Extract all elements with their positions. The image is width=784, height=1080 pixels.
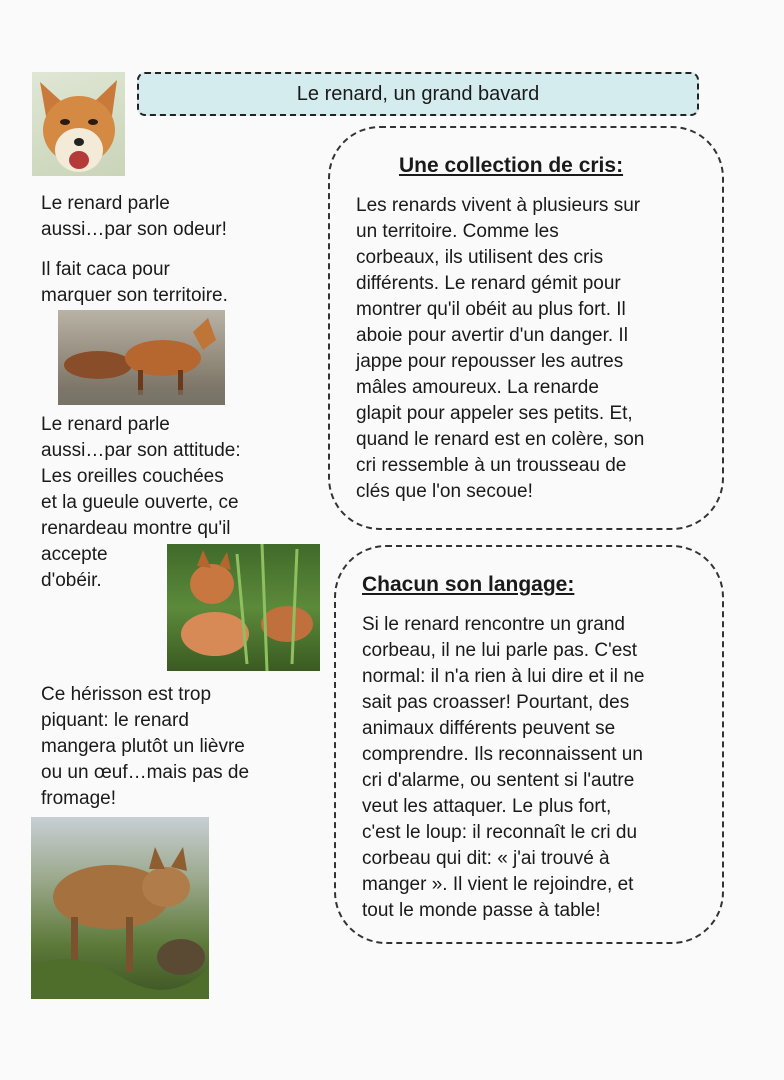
box1-heading: Une collection de cris: — [399, 154, 624, 177]
text-line: aussi…par son odeur! — [41, 219, 227, 240]
text-line: tout le monde passe à table! — [362, 900, 601, 921]
text-line: accepte — [41, 544, 108, 565]
text-line: mangera plutôt un lièvre — [41, 736, 245, 757]
text-line: aussi…par son attitude: — [41, 440, 241, 461]
text-line: Il fait caca pour — [41, 259, 170, 280]
text-line: mâles amoureux. La renarde — [356, 377, 599, 398]
text-line: et la gueule ouverte, ce — [41, 492, 239, 513]
left-paragraph-odeur — [41, 191, 227, 243]
text-line: normal: il n'a rien à lui dire et il ne — [362, 666, 645, 687]
text-line: Les renards vivent à plusieurs sur — [356, 195, 641, 216]
text-line: animaux différents peuvent se — [362, 718, 616, 739]
text-line: piquant: le renard — [41, 710, 189, 731]
text-line: sait pas croasser! Pourtant, des — [362, 692, 630, 713]
text-line: fromage! — [41, 788, 116, 809]
text-line: c'est le loup: il reconnaît le cri du — [362, 822, 638, 843]
text-line: un territoire. Comme les — [356, 221, 559, 242]
text-line: cri ressemble à un trousseau de — [356, 455, 627, 476]
text-line: cri d'alarme, ou sentent si l'autre — [362, 770, 635, 791]
text-line: Le renard parle — [41, 193, 170, 214]
text-line: corbeaux, ils utilisent des cris — [356, 247, 604, 268]
text-line: clés que l'on secoue! — [356, 481, 533, 502]
text-line: veut les attaquer. Le plus fort, — [362, 796, 612, 817]
text-line: jappe pour repousser les autres — [356, 351, 624, 372]
fox-head-photo — [32, 72, 125, 176]
text-line: différents. Le renard gémit pour — [356, 273, 621, 294]
box2-body — [362, 612, 644, 924]
fox-hedgehog-photo — [31, 817, 209, 999]
text-line: d'obéir. — [41, 570, 102, 591]
fox-marking-photo — [58, 310, 225, 405]
fox-cubs-photo — [167, 544, 320, 671]
text-line: Si le renard rencontre un grand — [362, 614, 625, 635]
left-paragraph-territoire — [41, 257, 228, 309]
left-paragraph-herisson — [41, 682, 249, 812]
text-line: comprendre. Ils reconnaissent un — [362, 744, 643, 765]
text-line: montrer qu'il obéit au plus fort. Il — [356, 299, 626, 320]
text-line: corbeau, il ne lui parle pas. C'est — [362, 640, 638, 661]
box1-body — [356, 193, 644, 505]
text-line: renardeau montre qu'il — [41, 518, 231, 539]
text-line: corbeau qui dit: « j'ai trouvé à — [362, 848, 610, 869]
text-line: marquer son territoire. — [41, 285, 228, 306]
text-line: Les oreilles couchées — [41, 466, 224, 487]
text-line: glapit pour appeler ses petits. Et, — [356, 403, 633, 424]
page-title: Le renard, un grand bavard — [296, 82, 540, 105]
text-line: quand le renard est en colère, son — [356, 429, 645, 450]
box2-heading: Chacun son langage: — [362, 573, 575, 596]
text-line: ou un œuf…mais pas de — [41, 762, 250, 783]
text-line: manger ». Il vient le rejoindre, et — [362, 874, 634, 895]
text-line: aboie pour avertir d'un danger. Il — [356, 325, 628, 346]
text-line: Le renard parle — [41, 414, 170, 435]
text-line: Ce hérisson est trop — [41, 684, 212, 705]
page-title-box — [137, 72, 699, 116]
